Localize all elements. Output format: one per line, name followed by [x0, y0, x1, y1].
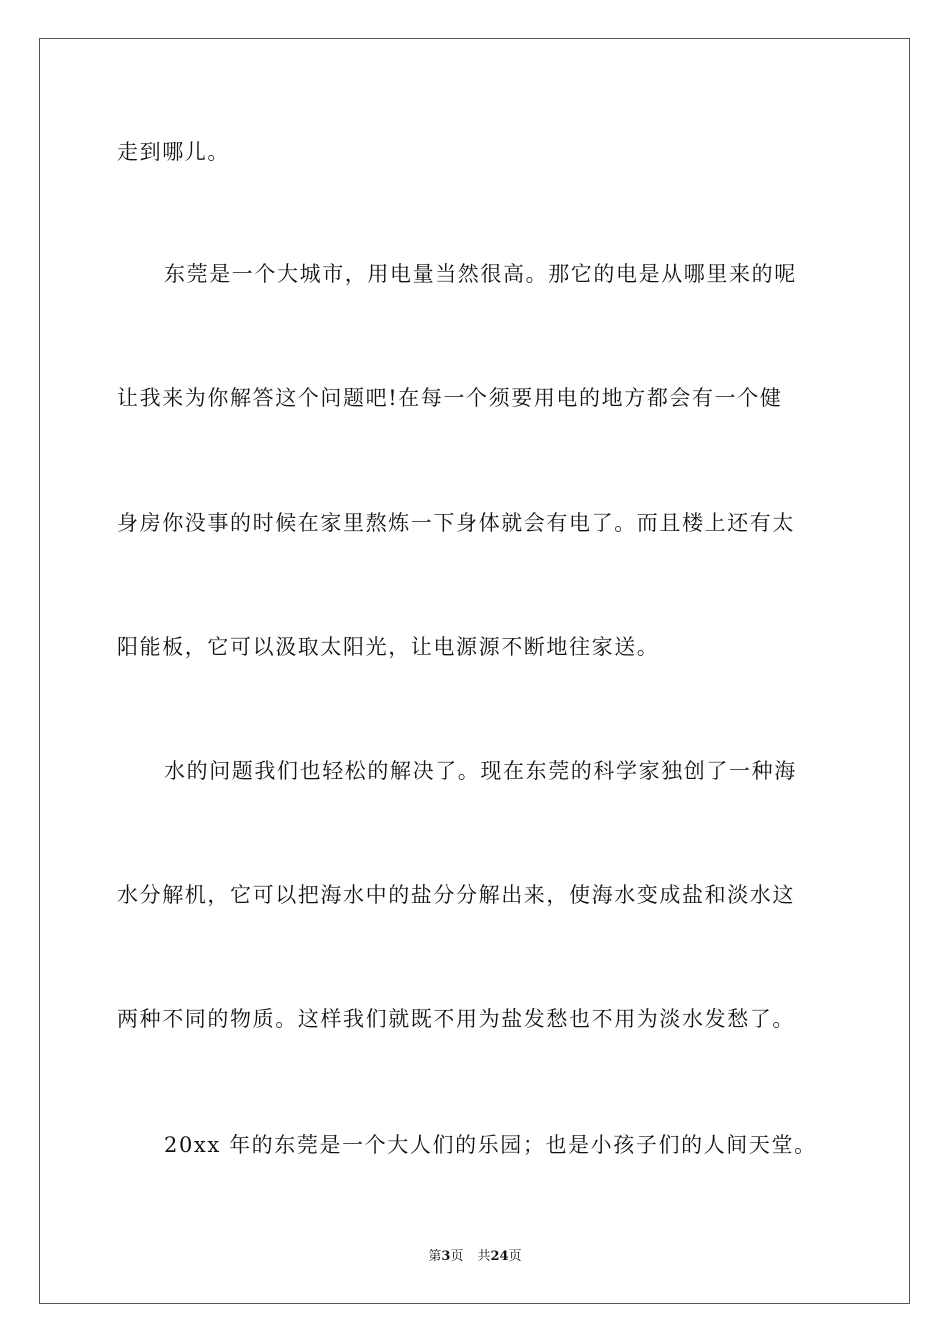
footer-page-prefix: 第 [428, 1249, 442, 1264]
footer-page-suffix: 页 [450, 1249, 464, 1264]
text-line-5: 阳能板，它可以汲取太阳光，让电源源不断地往家送。 [117, 635, 660, 659]
page-border [39, 38, 910, 1304]
text-line-7: 水分解机，它可以把海水中的盐分分解出来，使海水变成盐和淡水这 [117, 883, 795, 907]
text-line-1: 走到哪儿。 [117, 140, 230, 164]
footer-total-pages: 24 [490, 1249, 509, 1264]
footer-total-suffix: 页 [508, 1249, 522, 1264]
text-line-6: 水的问题我们也轻松的解决了。现在东莞的科学家独创了一种海 [164, 759, 797, 783]
text-line-8: 两种不同的物质。这样我们就既不用为盐发愁也不用为淡水发愁了。 [117, 1007, 795, 1031]
page-footer [0, 1248, 950, 1266]
text-line-2: 东莞是一个大城市，用电量当然很高。那它的电是从哪里来的呢 [164, 262, 797, 286]
text-line-4: 身房你没事的时候在家里熬炼一下身体就会有电了。而且楼上还有太 [117, 511, 795, 535]
footer-page-number: 3 [441, 1249, 451, 1264]
text-line-3: 让我来为你解答这个问题吧!在每一个须要用电的地方都会有一个健 [117, 386, 783, 410]
footer-total-prefix: 共 [477, 1249, 491, 1264]
text-line-9: 20xx 年的东莞是一个大人们的乐园；也是小孩子们的人间天堂。 [164, 1133, 817, 1157]
